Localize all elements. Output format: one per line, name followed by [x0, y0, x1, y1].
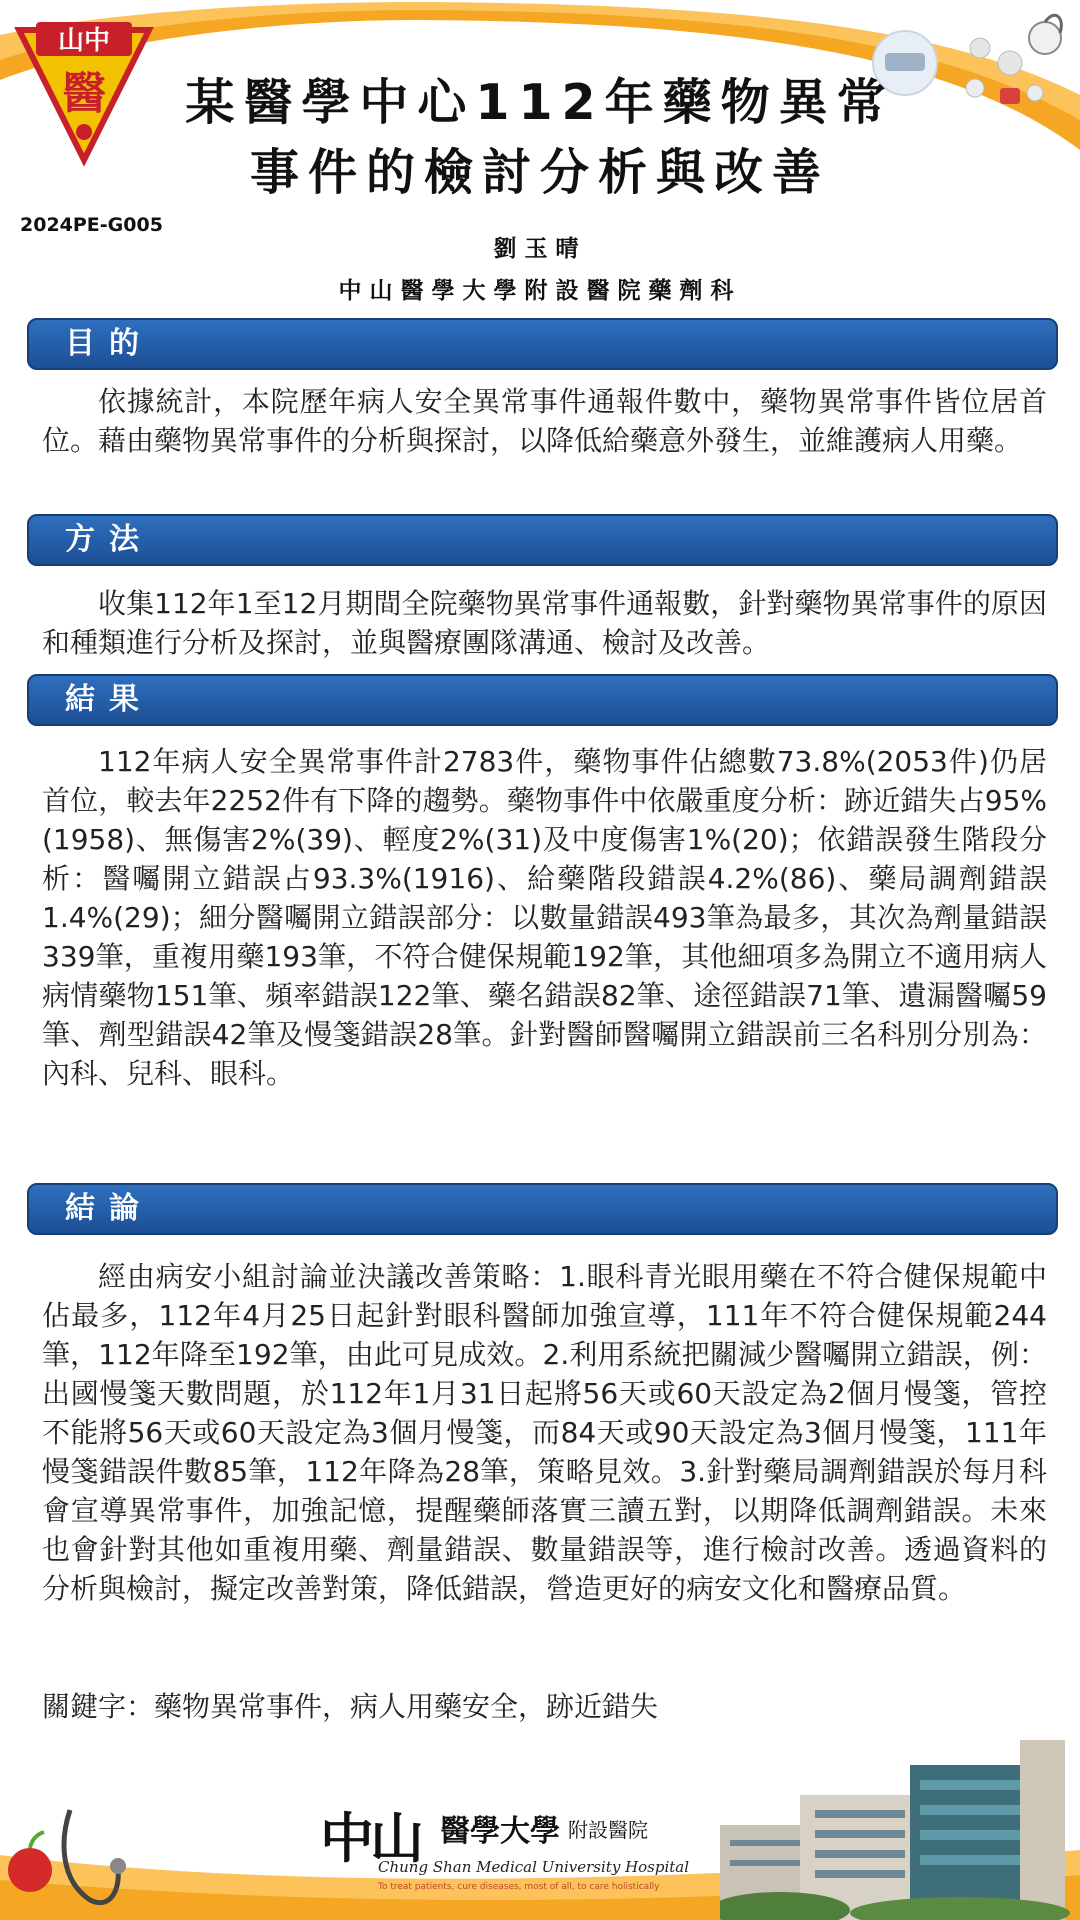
section-heading-result: 結果 [27, 674, 1058, 726]
footer-hospital-logo [320, 1796, 700, 1906]
section-body-purpose: 依據統計，本院歷年病人安全異常事件通報件數中，藥物異常事件皆位居首位。藉由藥物異常事件的分析與探討，以降低給藥意外發生，並維護病人用藥。 [42, 385, 1047, 457]
poster-code: 2024PE-G005 [20, 214, 163, 236]
section-heading-method: 方法 [27, 514, 1058, 566]
logo-char: 醫 [62, 68, 106, 119]
title-line-2: 事件的檢討分析與改善 [249, 144, 830, 201]
hospital-logo [14, 10, 154, 170]
section-body-method: 收集112年1至12月期間全院藥物異常事件通報數，針對藥物異常事件的原因和種類進行分析及探討，並與醫療團隊溝通、檢討及改善。 [42, 587, 1047, 659]
footer-logo-big: 中山 [320, 1806, 420, 1870]
affiliation: 中山醫學大學附設醫院藥劑科 [338, 278, 742, 304]
section-body-conclusion: 經由病安小組討論並決議改善策略：1.眼科青光眼用藥在不符合健保規範中佔最多，112年4月25日起針對眼科醫師加強宣導，111年不符合健保規範244筆，112年降至192筆，由此可見成效。2.利用系統把關減少醫囑開立錯誤，例：出國慢箋天數問題，於112年1月31日起將56天或60天設定為2個月慢箋，管控不能將56天或60天設定為3個月慢箋，而84天或90天設定為3個月慢箋，111年慢箋錯誤件數85筆，112年降為28筆，策略見效。3.針對藥局調劑錯誤於每月科會宣導異常事件，加強記憶，提醒藥師落實三讀五對，以期降低調劑錯誤。未來也會針對其他如重複用藥、劑量錯誤、數量錯誤等，進行檢討改善。透過資料的分析與檢討，擬定改善對策，降低錯誤，營造更好的病安文化和醫療品質。 [42, 1260, 1047, 1605]
footer-logo-mid: 醫學大學 [440, 1814, 560, 1849]
section-heading-purpose: 目的 [27, 318, 1058, 370]
stethoscope-apple-icon [0, 1800, 130, 1920]
footer-logo-english: Chung Shan Medical University Hospital [378, 1858, 690, 1876]
hospital-building-image [720, 1735, 1080, 1920]
poster-title [140, 68, 940, 208]
footer-logo-small: 附設醫院 [568, 1818, 648, 1842]
logo-text: 山中 [57, 26, 111, 56]
section-body-result: 112年病人安全異常事件計2783件，藥物事件佔總數73.8%(2053件)仍居首位，較去年2252件有下降的趨勢。藥物事件中依嚴重度分析：跡近錯失占95%(1958)、無傷害2%(39)、輕度2%(31)及中度傷害1%(20)；依錯誤發生階段分析：醫囑開立錯誤占93.3%(1916)、給藥階段錯誤4.2%(86)、藥局調劑錯誤1.4%(29)；細分醫囑開立錯誤部分：以數量錯誤493筆為最多，其次為劑量錯誤339筆，重複用藥193筆，不符合健保規範192筆，其他細項多為開立不適用病人病情藥物151筆、頻率錯誤122筆、藥名錯誤82筆、途徑錯誤71筆、遺漏醫囑59筆、劑型錯誤42筆及慢箋錯誤28筆。針對醫師醫囑開立錯誤前三名科別分別為：內科、兒科、眼科。 [42, 745, 1047, 1090]
keywords: 關鍵字：藥物異常事件，病人用藥安全，跡近錯失 [42, 1690, 659, 1723]
section-heading-conclusion: 結論 [27, 1183, 1058, 1235]
footer-tagline: To treat patients, cure diseases, most of all, to care holistically [378, 1882, 660, 1892]
title-line-1: 某醫學中心112年藥物異常 [185, 74, 895, 131]
author-name: 劉玉晴 [493, 236, 587, 262]
